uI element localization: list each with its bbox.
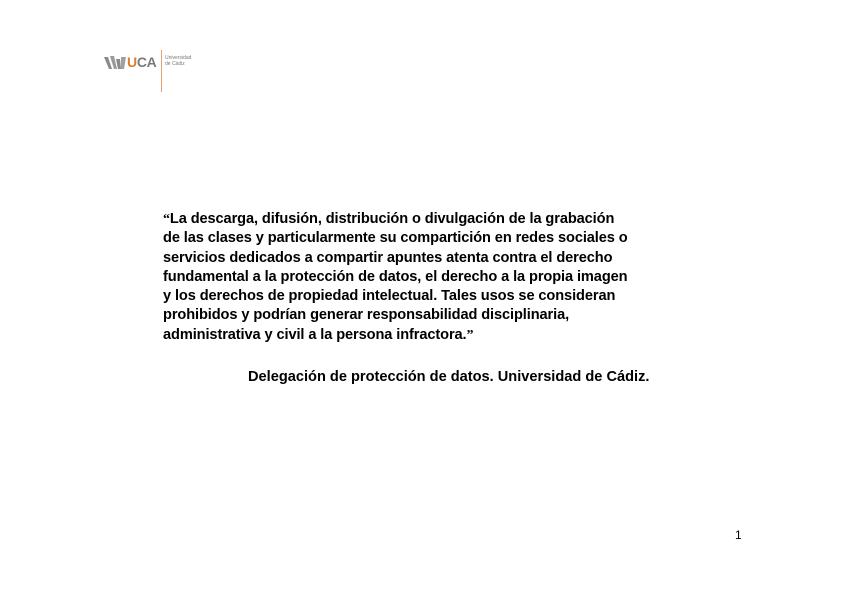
quote-line xyxy=(163,210,703,229)
page-number: 1 xyxy=(735,528,742,542)
logo-acronym xyxy=(127,54,156,70)
quote-line: y los derechos de propiedad intelectual. Tales usos se consideran xyxy=(163,288,616,305)
logo-university-name xyxy=(165,55,191,67)
quote-open-mark: “ xyxy=(163,212,170,227)
quote-line-text: administrativa y civil a la persona infractora. xyxy=(163,326,467,343)
logo-acronym-u: U xyxy=(127,54,137,70)
uca-logo xyxy=(103,50,213,92)
uca-emblem-icon xyxy=(103,55,127,71)
logo-acronym-ca: CA xyxy=(136,54,157,70)
quote-line-text: La descarga, difusión, distribución o divulgación de la grabación xyxy=(169,211,615,227)
attribution: Delegación de protección de datos. Universidad de Cádiz. xyxy=(248,369,650,385)
quote-line: fundamental a la protección de datos, el derecho a la propia imagen xyxy=(163,268,628,285)
quote-close-mark: ” xyxy=(466,327,474,343)
quote-line: servicios dedicados a compartir apuntes atenta contra el derecho xyxy=(163,249,613,266)
quote-line xyxy=(163,326,703,345)
logo-name-line2: de Cádiz xyxy=(165,61,185,67)
logo-name-line1: Universidad xyxy=(165,55,192,61)
legal-notice-quote xyxy=(163,210,703,345)
quote-line: de las clases y particularmente su compartición en redes sociales o xyxy=(163,230,628,247)
quote-line: prohibidos y podrían generar responsabilidad disciplinaria, xyxy=(163,307,570,324)
logo-divider xyxy=(161,50,162,92)
